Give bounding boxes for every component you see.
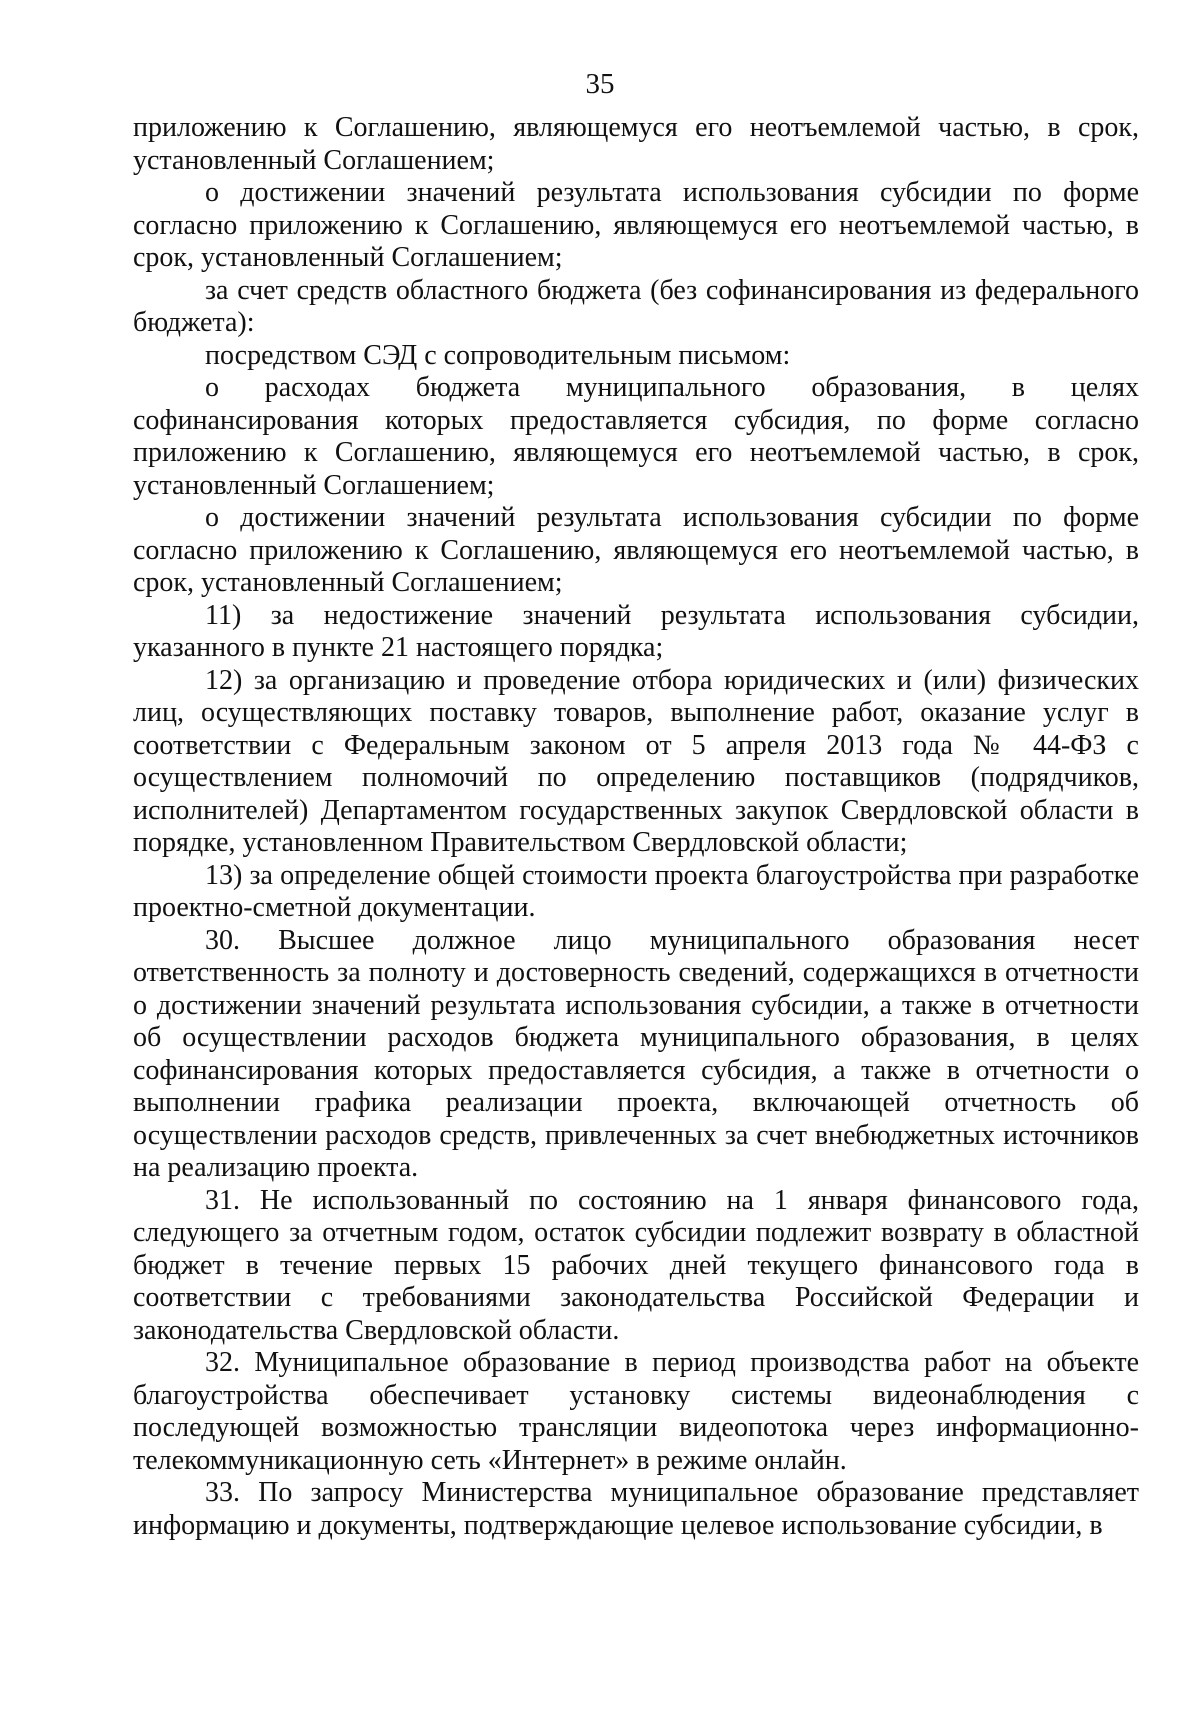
paragraph-municipal-expenses-report: о расходах бюджета муниципального образования, в целях софинансирования которых предоставляется субсидия, по форме согласно приложению к Соглашению, являющемуся его неотъемлемой частью, в срок, установленный Соглашением; [133, 372, 1139, 501]
paragraph-item-11: 11) за недостижение значений результата использования субсидии, указанного в пункте 21 настоящего порядка; [133, 599, 1139, 663]
paragraph-clause-33: 33. По запросу Министерства муниципальное образование представляет информацию и документы, подтверждающие целевое использование субсидии, в [133, 1477, 1139, 1541]
paragraph-sed-cover-letter: посредством СЭД с сопроводительным письмом: [205, 339, 791, 371]
paragraph-continuation-agreement-appendix: приложению к Соглашению, являющемуся его неотъемлемой частью, в срок, установленный Соглашением; [133, 112, 1139, 176]
paragraph-item-12: 12) за организацию и проведение отбора юридических и (или) физических лиц, осуществляющих поставку товаров, выполнение работ, оказание услуг в соответствии с Федеральным законом от 5 апреля 2013 года № 44-ФЗ с осуществлением полномочий по определению поставщиков (подрядчиков, исполнителей) Департаментом государственных закупок Свердловской области в порядке, установленном Правительством Свердловской области; [133, 664, 1139, 858]
document-body [133, 112, 1139, 1542]
paragraph-clause-32: 32. Муниципальное образование в период производства работ на объекте благоустройства обеспечивает установку системы видеонаблюдения с последующей возможностью трансляции видеопотока через информационно-телекоммуникационную сеть «Интернет» в режиме онлайн. [133, 1347, 1139, 1476]
paragraph-result-achievement-report: о достижении значений результата использования субсидии по форме согласно приложению к Соглашению, являющемуся его неотъемлемой частью, в срок, установленный Соглашением; [133, 177, 1139, 273]
paragraph-item-13: 13) за определение общей стоимости проекта благоустройства при разработке проектно-сметной документации. [133, 859, 1139, 923]
paragraph-clause-30: 30. Высшее должное лицо муниципального образования несет ответственность за полноту и достоверность сведений, содержащихся в отчетности о достижении значений результата использования субсидии, а также в отчетности об осуществлении расходов бюджета муниципального образования, в целях софинансирования которых предоставляется субсидия, а также в отчетности о выполнении графика реализации проекта, включающей отчетность об осуществлении расходов средств, привлеченных за счет внебюджетных источников на реализацию проекта. [133, 924, 1139, 1183]
page-number: 35 [585, 68, 615, 100]
paragraph-regional-budget-funding: за счет средств областного бюджета (без софинансирования из федерального бюджета): [133, 274, 1139, 338]
paragraph-result-achievement-report-2: о достижении значений результата использования субсидии по форме согласно приложению к Соглашению, являющемуся его неотъемлемой частью, в срок, установленный Соглашением; [133, 502, 1139, 598]
paragraph-clause-31: 31. Не использованный по состоянию на 1 января финансового года, следующего за отчетным годом, остаток субсидии подлежит возврату в областной бюджет в течение первых 15 рабочих дней текущего финансового года в соответствии с требованиями законодательства Российской Федерации и законодательства Свердловской области. [133, 1184, 1139, 1346]
